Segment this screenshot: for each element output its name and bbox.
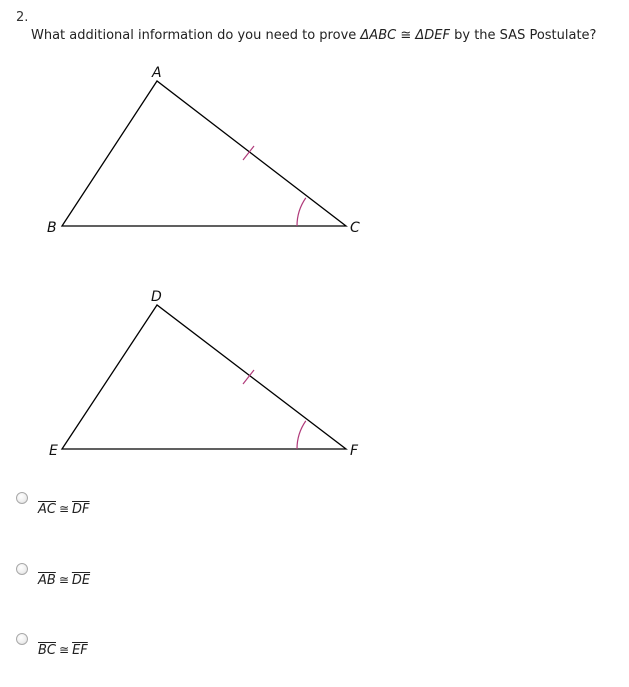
- congruent-symbol: ≅: [58, 573, 69, 587]
- question-number: 2.: [16, 10, 29, 25]
- segment-ef: $\overline{EF}$: [72, 643, 88, 658]
- prompt-text-start: What additional information do you need to prove: [31, 28, 361, 43]
- triangles-figure: [30, 60, 380, 460]
- vertex-label-f: F: [350, 443, 359, 459]
- prompt-text-end: by the SAS Postulate?: [450, 28, 597, 43]
- answer-choice-2[interactable]: [16, 563, 316, 603]
- congruent-symbol: ≅: [59, 643, 70, 657]
- vertex-label-c: C: [350, 220, 360, 236]
- answer-choice-1[interactable]: [16, 492, 316, 532]
- question-prompt: [31, 28, 596, 43]
- segment-ac: $\overline{AC}$: [38, 502, 56, 517]
- vertex-label-e: E: [49, 443, 58, 459]
- triangle-def-name: ΔDEF: [415, 28, 450, 43]
- vertex-label-b: B: [47, 220, 57, 236]
- segment-df: $\overline{DF}$: [72, 502, 90, 517]
- segment-ab: $\overline{AB}$: [38, 573, 56, 588]
- triangle-abc: [47, 65, 360, 236]
- choice-2-text: [38, 573, 90, 588]
- triangle-abc-outline: [62, 81, 346, 226]
- radio-button-choice-2[interactable]: [16, 563, 28, 575]
- congruent-symbol: ≅: [400, 28, 412, 43]
- segment-bc: $\overline{BC}$: [38, 643, 56, 658]
- congruent-symbol: ≅: [58, 502, 70, 516]
- choice-3-text: [38, 643, 88, 658]
- radio-button-choice-1[interactable]: [16, 492, 28, 504]
- answer-choice-3[interactable]: [16, 633, 316, 673]
- segment-de: $\overline{DE}$: [71, 573, 91, 588]
- choice-1-text: [38, 502, 90, 517]
- angle-c-arc: [297, 198, 306, 226]
- triangle-def: [49, 289, 359, 459]
- radio-button-choice-3[interactable]: [16, 633, 28, 645]
- angle-f-arc: [297, 421, 306, 449]
- triangle-abc-name: ΔABC: [360, 28, 397, 43]
- vertex-label-d: D: [151, 289, 162, 305]
- triangle-def-outline: [62, 305, 346, 449]
- vertex-label-a: A: [152, 65, 162, 81]
